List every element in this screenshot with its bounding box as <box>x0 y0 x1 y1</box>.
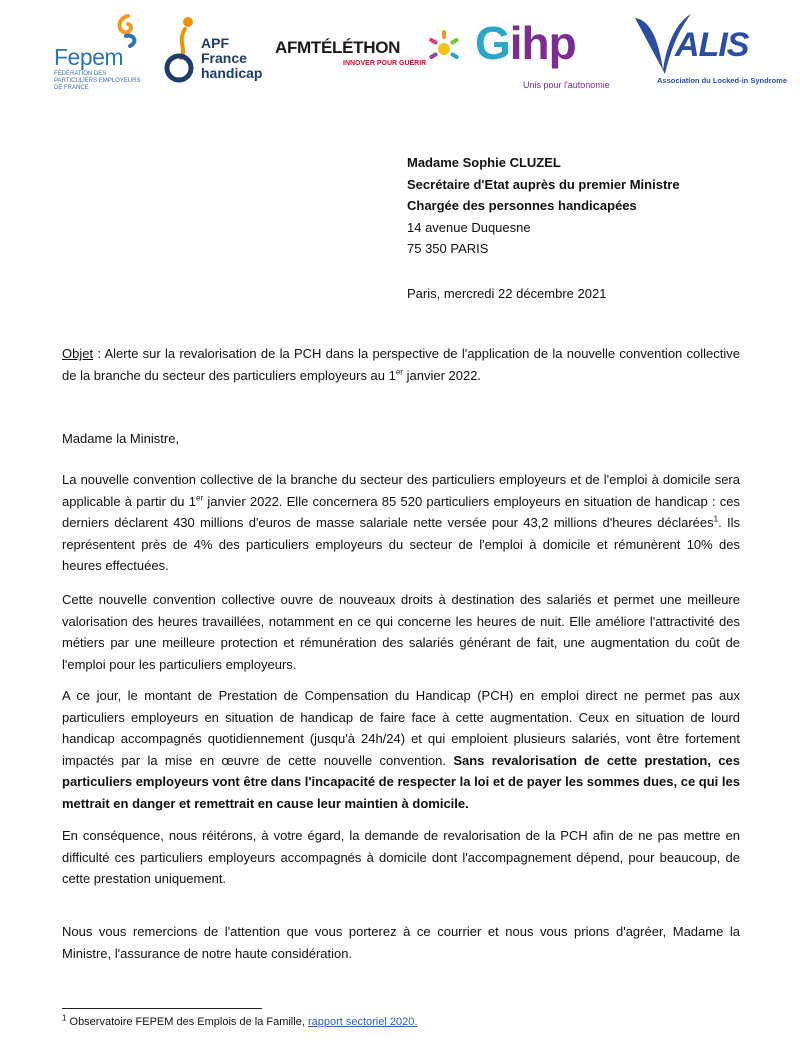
partner-logos <box>50 12 788 94</box>
afm-telethon-logo <box>275 38 465 78</box>
apf-line1: APF <box>201 35 229 51</box>
gihp-logo <box>475 17 625 92</box>
fepem-logo <box>54 14 146 90</box>
fepem-subtitle: FÉDÉRATION DES PARTICULIERS EMPLOYEURS DE FRANCE <box>54 71 141 91</box>
subject-text-b: janvier 2022. <box>402 367 482 383</box>
letter-date: Paris, mercredi 22 décembre 2021 <box>407 285 607 301</box>
apf-line2: France <box>201 50 247 66</box>
recipient-city: 75 350 PARIS <box>407 241 489 256</box>
paragraph-3-bold: Sans revalorisation de cette prestation, ces particuliers employeurs vont être dans l'incapacité de respecter la loi et de payer les sommes dues, ce qui les mettrait en danger et remettrait en cause leur maintien à domicile. <box>62 752 740 811</box>
footnote-text: Observatoire FEPEM des Emplois de la Famille, <box>66 1016 308 1028</box>
paragraph-1 <box>62 469 740 577</box>
paragraph-2 <box>62 589 740 675</box>
recipient-address <box>407 152 680 304</box>
footnote <box>62 1013 418 1028</box>
paragraph-4-text: En conséquence, nous réitérons, à votre égard, la demande de revalorisation de la PCH afin de ne pas mettre en difficulté ces particuliers employeurs accompagnés à domicile dont l'accompagnement dépend, pour beaucoup, de cette prestation uniquement. <box>62 828 740 887</box>
alis-logo <box>633 12 788 92</box>
gihp-wordmark <box>475 16 576 70</box>
footnote-ref[interactable]: 1 <box>713 514 719 524</box>
letter-subject <box>62 343 740 386</box>
paragraph-4 <box>62 825 740 890</box>
paragraph-1-a: La nouvelle convention collective de la branche du secteur des particuliers employeurs et de l'emploi à domicile sera applicable à partir du 1 <box>62 472 740 509</box>
paragraph-3-normal: A ce jour, le montant de Prestation de Compensation du Handicap (PCH) en emploi direct ne permet pas aux particuliers employeurs en situation de handicap de faire face à cette augmentation. Ceux en situation de lourd handicap accompagnés quotidiennement (jusqu'à 24h/24) et qui emploient plusieurs salariés, vont être fortement impactés par la mise en œuvre de cette nouvelle convention. <box>62 688 740 768</box>
gihp-wordmark-g: G <box>475 17 510 69</box>
fepem-swirl-icon <box>114 14 142 48</box>
paragraph-2-text: Cette nouvelle convention collective ouvre de nouveaux droits à destination des salariés et permet une meilleure valorisation des heures travaillées, notamment en ce qui concerne les heures de nuit. Elle améliore l'attractivité des métiers par une meilleure protection et rémunération des salariés générant de fait, une augmentation du coût de l'emploi pour les particuliers employeurs. <box>62 592 740 672</box>
gihp-wordmark-rest: ihp <box>509 17 576 69</box>
gihp-tagline: Unis pour l'autonomie <box>523 80 610 90</box>
recipient-street: 14 avenue Duquesne <box>407 219 531 235</box>
afm-wordmark: AFMTÉLÉTHON <box>275 38 401 57</box>
paragraph-3 <box>62 685 740 815</box>
paragraph-1-b: janvier 2022. Elle concernera 85 520 particuliers employeurs en situation de handicap : ces derniers déclarent 430 millions d'euros de masse salariale nette versée pour 43,2 millions d'heures déclarées <box>62 493 740 531</box>
subject-sup: er <box>395 367 403 377</box>
alis-wordmark: ALIS <box>675 26 749 64</box>
recipient-name: Madame Sophie CLUZEL <box>407 155 561 170</box>
footnote-divider <box>62 1008 262 1009</box>
fepem-wordmark: Fepem <box>54 44 124 70</box>
salutation: Madame la Ministre, <box>62 431 180 446</box>
paragraph-1-c: . Ils représentent près de 4% des particuliers employeurs du secteur de l'emploi à domicile et rémunèrent 10% des heures effectuées. <box>62 515 740 574</box>
afm-star-icon <box>425 28 463 66</box>
paragraph-5-text: Nous vous remercions de l'attention que vous porterez à ce courrier et nous vous prions d'agréer, Madame la Ministre, l'assurance de notre haute considération. <box>62 924 740 961</box>
alis-tagline: Association du Locked-in Syndrome <box>657 76 788 85</box>
apf-logo <box>163 14 275 86</box>
paragraph-1-sup: er <box>196 493 204 503</box>
apf-line3: handicap <box>201 65 263 81</box>
footnote-number: 1 <box>62 1013 67 1023</box>
footnote-link[interactable]: rapport sectoriel 2020. <box>307 1016 418 1028</box>
paragraph-5 <box>62 921 740 964</box>
subject-label: Objet <box>62 346 94 361</box>
subject-text-a: : Alerte sur la revalorisation de la PCH dans la perspective de l'application de la nouvelle convention collective de la branche du secteur des particuliers employeurs au 1 <box>62 346 740 383</box>
recipient-title-2: Chargée des personnes handicapées <box>407 198 637 213</box>
apf-figure-icon <box>163 14 203 84</box>
recipient-title-1: Secrétaire d'Etat auprès du premier Ministre <box>407 176 680 192</box>
afm-tagline: INNOVER POUR GUÉRIR <box>343 60 427 67</box>
